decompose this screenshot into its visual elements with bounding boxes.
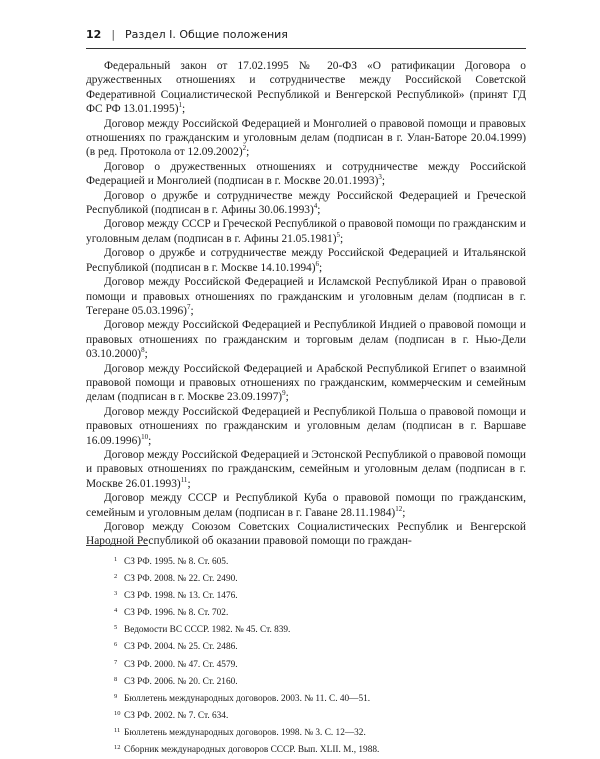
footnote-ref[interactable]: 5 (336, 231, 340, 240)
section-title: Раздел I. Общие положения (125, 28, 288, 41)
paragraph: Договор между Российской Федерацией и Эстонской Республикой о правовой помощи и правовых отношениях по гражданским, семейным и уголовным делам (подписан в г. Москве 26.01.1993)$^{11}$; (86, 448, 526, 490)
footnote-number: 8 (114, 675, 118, 683)
footnote-ref[interactable]: 6 (315, 259, 320, 268)
footnote (86, 554, 526, 571)
footnote-number: 9 (114, 692, 118, 700)
footnote-text: СЗ РФ. 2000. № 47. Ст. 4579. (124, 659, 238, 670)
footnote (86, 742, 526, 759)
footnote-text: СЗ РФ. 2006. № 20. Ст. 2160. (124, 676, 238, 687)
paragraph: Договор между СССР и Республикой Куба о правовой помощи по гражданским, семейным и уголовным делам (подписан в г. Гаване 28.11.1984)$^{12}$; (86, 492, 526, 519)
footnote-text: СЗ РФ. 2002. № 7. Ст. 634. (124, 710, 229, 721)
footnote-number: 10 (114, 709, 121, 717)
footnote-number: 6 (114, 641, 118, 649)
main-text (86, 59, 526, 549)
paragraph: Договор между Российской Федерацией и Республикой Индией о правовой помощи и правовых отношениях по гражданским и торговым делам (подписан в г. Нью-Дели 03.10.2000)$^8$; (86, 319, 526, 361)
footnote-ref[interactable]: 7 (186, 303, 191, 312)
footnote-number: 5 (114, 624, 118, 632)
footnote (86, 657, 526, 674)
page-number: 12 (86, 28, 102, 41)
paragraph: Договор о дружественных отношениях и сотрудничестве между Российской Федерацией и Монголией (подписан в г. Москве 20.01.1993)$^3$; (86, 160, 526, 188)
footnote-text: СЗ РФ. 1998. № 13. Ст. 1476. (124, 591, 238, 602)
footnote (86, 725, 526, 742)
footnote-text: Бюллетень международных договоров. 1998. № 3. С. 12—32. (124, 727, 366, 738)
footnote-text: Бюллетень международных договоров. 2003. № 11. С. 40—51. (124, 693, 371, 704)
footnote-ref[interactable]: 11 (180, 475, 188, 484)
footnote (86, 708, 526, 725)
footnote (86, 691, 526, 708)
footnote-text: Ведомости ВС СССР. 1982. № 45. Ст. 839. (124, 625, 291, 636)
footnote-ref[interactable]: 10 (141, 432, 149, 441)
footnote-rule (86, 545, 148, 546)
footnote-ref[interactable]: 9 (282, 389, 286, 398)
footnotes (86, 554, 526, 759)
footnote-number: 7 (114, 658, 118, 666)
footnote-ref[interactable]: 4 (313, 202, 318, 211)
footnote (86, 639, 526, 656)
footnote-number: 11 (114, 726, 121, 734)
footnote-ref[interactable]: 12 (395, 504, 403, 513)
paragraph: Договор между Союзом Советских Социалистических Республик и Венгерской Народной Республикой об оказании правовой помощи по граждан- (86, 521, 526, 548)
footnote-number: 4 (114, 607, 118, 615)
footnote-number: 2 (114, 573, 118, 581)
paragraph: Договор между СССР и Греческой Республикой о правовой помощи по гражданским и уголовным делам (подписан в г. Афины 21.05.1981)$^5$; (86, 218, 526, 245)
footnote-text: СЗ РФ. 2008. № 22. Ст. 2490. (124, 574, 238, 585)
paragraph: Договор между Российской Федерацией и Арабской Республикой Египет о взаимной правовой помощи и правовых отношениях по гражданским, коммерческим и семейным делам (подписан в г. Москве 23.09.1997)$^9$; (86, 362, 526, 404)
footnote-text: СЗ РФ. 1996. № 8. Ст. 702. (124, 608, 229, 619)
footnote-ref[interactable]: 2 (242, 144, 247, 153)
footnote (86, 674, 526, 691)
paragraph: Договор о дружбе и сотрудничестве между Российской Федерацией и Итальянской Республикой (подписан в г. Москве 14.10.1994)$^6$; (86, 247, 526, 274)
footnote-number: 3 (114, 590, 118, 598)
paragraph: Договор между Российской Федерацией и Исламской Республикой Иран о правовой помощи и правовых отношениях по гражданским и уголовным делам (подписан в г. Тегеране 05.03.1996)$^7$; (86, 276, 526, 317)
footnote-ref[interactable]: 1 (178, 101, 182, 110)
paragraph: Договор между Российской Федерацией и Монголией о правовой помощи и правовых отношениях по гражданским и уголовным делам (подписан в г. Улан-Баторе 20.04.1999) (в ред. Протокола от 12.09.2002)$^2$; (86, 117, 526, 159)
header-rule (86, 48, 526, 49)
footnote (86, 605, 526, 622)
footnote-text: СЗ РФ. 1995. № 8. Ст. 605. (124, 557, 229, 567)
footnote-ref[interactable]: 8 (141, 346, 145, 355)
header-separator: | (111, 28, 116, 41)
footnote (86, 571, 526, 588)
footnote-number: 1 (114, 556, 118, 563)
footnote (86, 622, 526, 639)
footnote-ref[interactable]: 3 (378, 173, 382, 182)
paragraph: Договор между Российской Федерацией и Республикой Польша о правовой помощи и правовых отношениях по гражданским и уголовным делам (подписан в г. Варшаве 16.09.1996)$^{10}$; (86, 405, 526, 447)
footnote-text: Сборник международных договоров СССР. Вып. XLII. М., 1988. (124, 745, 380, 756)
paragraph: Договор о дружбе и сотрудничестве между Российской Федерацией и Греческой Республикой (подписан в г. Афины 30.06.1993)$^4$; (86, 189, 526, 217)
footnote-number: 12 (114, 744, 121, 752)
paragraph: Федеральный закон от 17.02.1995 № 20-ФЗ «О ратификации Договора о дружественных отношениях и сотрудничестве между Российской Советской Федеративной Социалистической Республикой и Венгерской Республикой» (принят ГД ФС РФ 13.01.1995)$^1$; (86, 60, 526, 116)
running-header (86, 28, 526, 41)
footnote-text: СЗ РФ. 2004. № 25. Ст. 2486. (124, 642, 238, 653)
footnote (86, 588, 526, 605)
